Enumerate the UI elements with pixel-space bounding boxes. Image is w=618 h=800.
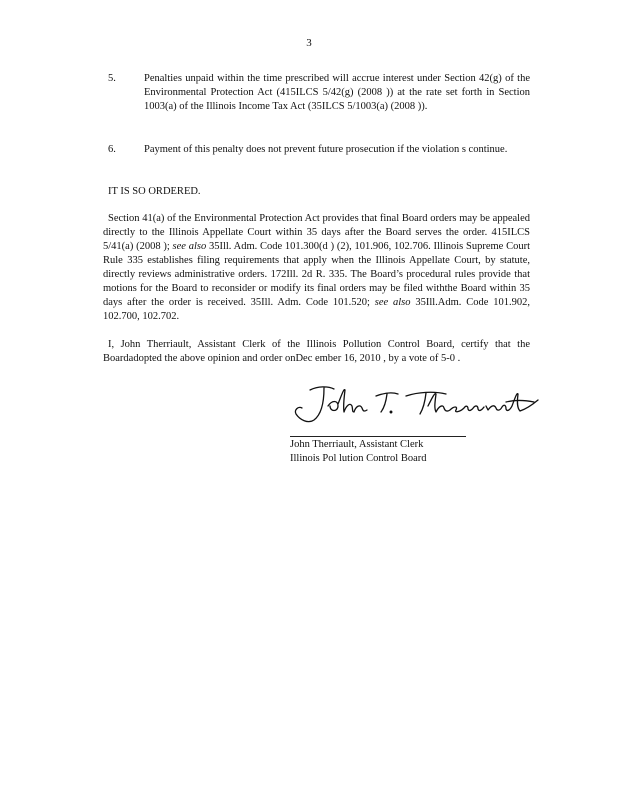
appeal-text-1: Section 41(a) of the Environmental Protection Act provides that final Board orders may be appealed directly to the Illinois Appellate Court within 35 days after the Board serves the order. 415ILCS 5/41(a) (2008 ); <box>103 213 530 252</box>
signature-line <box>290 436 466 437</box>
see-also-2: see also <box>374 297 411 308</box>
item-text: Penalties unpaid within the time prescribed will accrue interest under Section 42(g) of the Environmental Protection Act (415ILCS 5/42(g) (2008 )) at the rate set forth in Section 1003(a) of the Illinois Income Tax Act (35ILCS 5/1003(a) (2008 )). <box>144 73 530 112</box>
signer-organization: Illinois Pol lution Control Board <box>290 453 427 464</box>
signature <box>288 376 548 436</box>
signature-graphic <box>288 376 548 436</box>
item-text: Payment of this penalty does not prevent future prosecution if the violation s continue. <box>144 144 508 155</box>
item-number: 6. <box>108 144 116 155</box>
certification-paragraph: I, John Therriault, Assistant Clerk of the Illinois Pollution Control Board, certify that the Boardadopted the above opinion and order onDec ember 16, 2010 , by a vote of 5-0 . <box>103 339 530 364</box>
page-number: 3 <box>306 37 312 49</box>
ordered-statement: IT IS SO ORDERED. <box>108 186 201 197</box>
item-number: 5. <box>108 73 116 84</box>
signer-name-title: John Therriault, Assistant Clerk <box>290 439 424 450</box>
appeal-text-2: 35Ill. Adm. Code 101.300(d ) (2), 101.906, 102.706. Illinois Supreme Court Rule 335 establishes filing requirements that apply when the Illinois Appellate Court, by statute, directly reviews administrative orders. 172Ill. 2d R. 335. The Board’s procedural rules provide that motions for the Board to reconsider or modify its final orders may be filed withthe Board within 35 days after the order is received. 35Ill. Adm. Code 101.520; <box>103 241 531 308</box>
see-also-1: see also <box>172 241 207 252</box>
appeal-text-3: 35Ill.Adm. Code 101.902, 102.700, 102.702. <box>103 297 530 322</box>
appeal-paragraph <box>103 212 530 324</box>
